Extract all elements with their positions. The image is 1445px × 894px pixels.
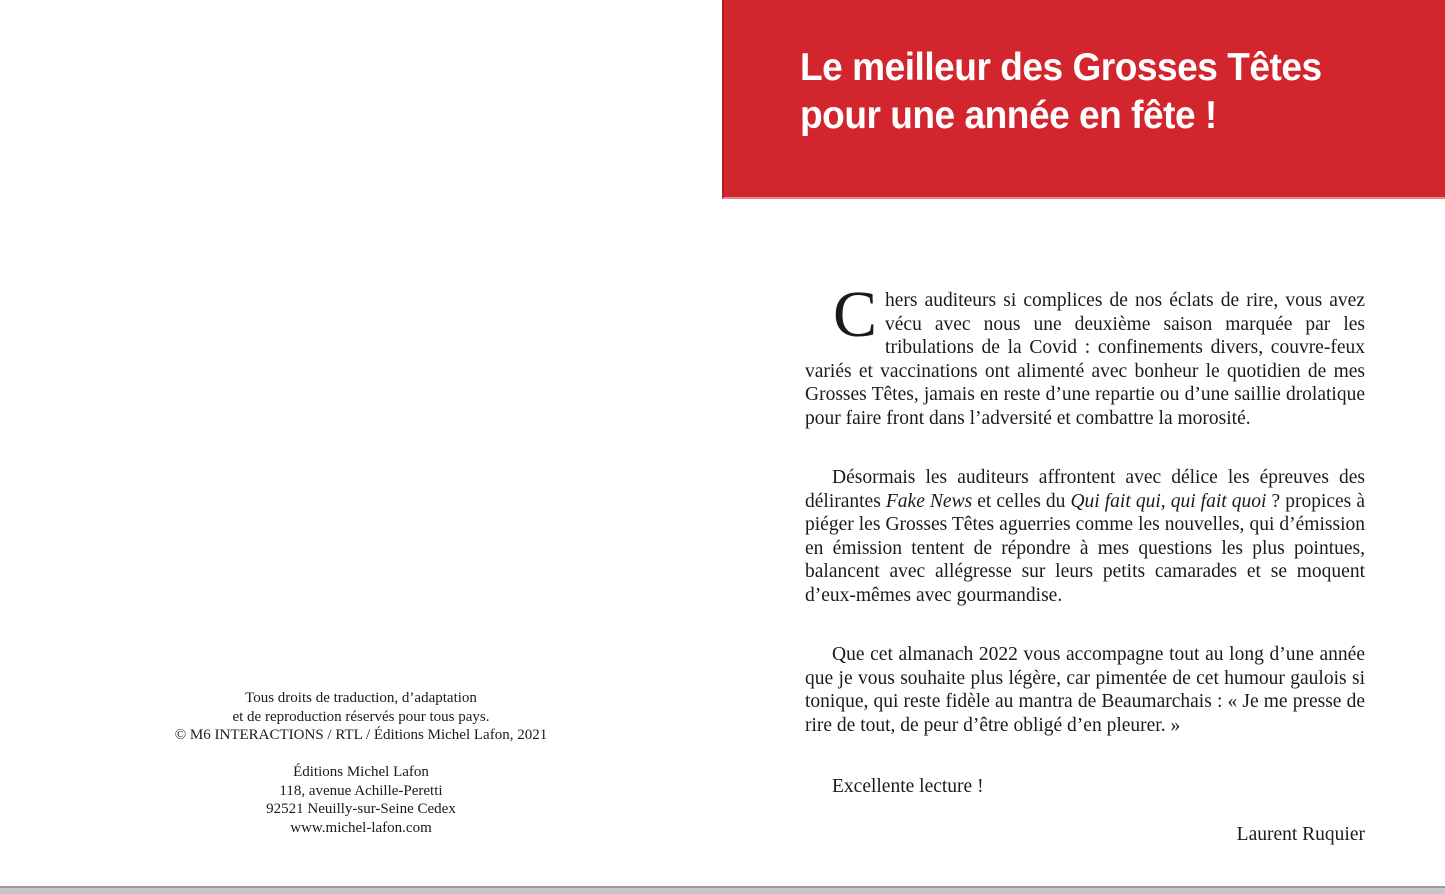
paragraph-2	[805, 466, 1365, 607]
title-banner	[722, 0, 1445, 199]
paragraph-1	[805, 278, 1365, 430]
paragraph-2-segment-italic: Fake News	[885, 490, 973, 512]
paragraph-1-text: hers auditeurs si complices de nos éclats de rire, vous avez vécu avec nous une deuxième saison marquée par les tribulations de la Covid : confinements divers, couvre-feux variés et vaccinations ont alimenté avec bonheur le quotidien de mes Grosses Têtes, jamais en reste d’une repartie ou d’une saillie drolatique pour faire front dans l’adversité et combattre la morosité.	[805, 290, 1365, 429]
address-line: 118, avenue Achille-Peretti	[279, 782, 443, 799]
publisher-website: www.michel-lafon.com	[290, 819, 432, 836]
copyright-line: © M6 INTERACTIONS / RTL / Éditions Michel Lafon, 2021	[174, 727, 548, 743]
page-title-line2: pour une année en fête !	[800, 94, 1217, 137]
paragraph-2-segment: Désormais les auditeurs affrontent avec délice les épreuves des délirantes	[805, 467, 1365, 512]
horizontal-scrollbar[interactable]	[0, 886, 1445, 894]
page-title-line1: Le meilleur des Grosses Têtes	[800, 46, 1322, 89]
author-signature: Laurent Ruquier	[1236, 823, 1365, 845]
preface-text	[805, 278, 1365, 846]
copyright-line: et de reproduction réservés pour tous pays.	[232, 708, 490, 725]
publisher-address	[0, 763, 722, 837]
paragraph-2-segment: et celles du	[972, 490, 1071, 512]
paragraph-2-segment: ? propices à piéger les Grosses Têtes aguerries comme les nouvelles, qui d’émission en émission tentent de répondre à mes questions les plus pointues, balancent avec allégresse sur leurs petits camarades et se moquent d’eux-mêmes avec gourmandise.	[805, 490, 1365, 606]
closing-line: Excellente lecture !	[832, 776, 984, 797]
paragraph-3: Que cet almanach 2022 vous accompagne tout au long d’une année que je vous souhaite plus légère, car pimentée de cet humour gaulois si tonique, qui reste fidèle au mantra de Beaumarchais : « Je me presse de rire de tout, de peur d’être obligé d’en pleurer. »	[805, 644, 1365, 736]
address-line: Éditions Michel Lafon	[293, 764, 429, 780]
colophon-block	[0, 689, 722, 837]
drop-cap: C	[833, 278, 878, 351]
address-line: 92521 Neuilly-sur-Seine Cedex	[266, 801, 456, 817]
paragraph-2-segment-italic: Qui fait qui, qui fait quoi	[1070, 490, 1267, 512]
page-title	[800, 44, 1322, 140]
copyright-line: Tous droits de traduction, d’adaptation	[245, 690, 477, 706]
